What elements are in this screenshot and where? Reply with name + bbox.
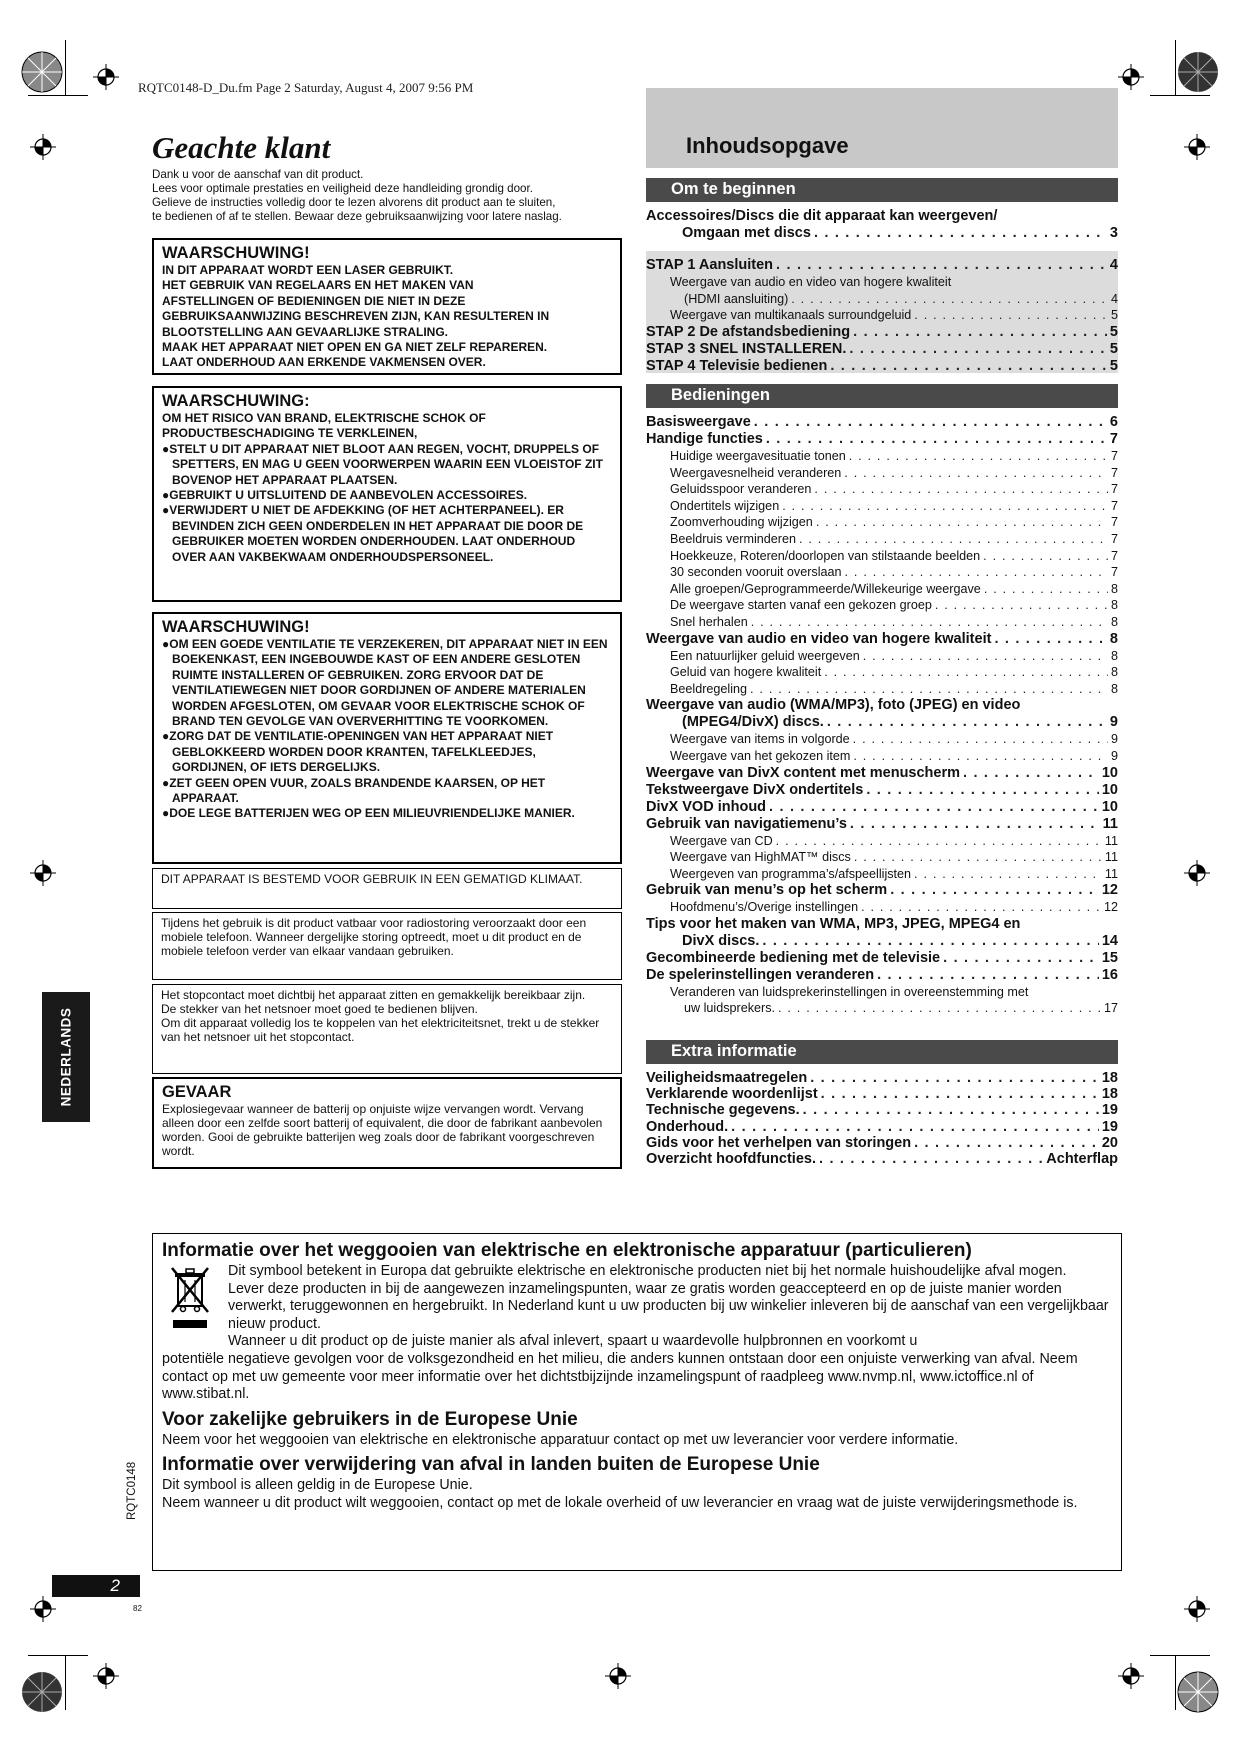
toc-entry[interactable]: Gecombineerde bediening met de televisie . . . 15 <box>646 950 1118 967</box>
intro-text: Dank u voor de aanschaf van dit product. Lees voor optimale prestaties en veiligheid deze handleiding grondig door. Gelieve de instructies volledig door te lezen alvorens dit product aan te sluiten, te bedienen of af te stellen. Bewaar deze gebruiksaanwijzing voor latere naslag. <box>152 168 562 223</box>
registration-mark-icon <box>1184 134 1210 160</box>
registration-mark-icon <box>1184 1596 1210 1622</box>
registration-mark-icon <box>1118 64 1144 90</box>
crossed-bin-icon <box>167 1266 213 1330</box>
toc-entry[interactable]: (MPEG4/DivX) discs. . . . 9 <box>646 714 1118 731</box>
intro-section <box>152 130 622 224</box>
toc-subentry[interactable]: Weergave van audio en video van hogere kwaliteit <box>670 275 952 289</box>
page-title: Geachte klant <box>152 130 331 165</box>
toc-subentry[interactable]: Ondertitels wijzigen . . . 7 <box>646 498 1118 515</box>
outside-eu-heading: Informatie over verwijdering van afval in landen buiten de Europese Unie <box>162 1454 820 1476</box>
fire-warning-box: WAARSCHUWING: OM HET RISICO VAN BRAND, ELEKTRISCHE SCHOK OF PRODUCTBESCHADIGING TE VERKLEINEN, ●STELT U DIT APPARAAT NIET BLOOT AAN REGEN, VOCHT, DRUPPELS OF SPETTERS, EN MAG U GEEN VOORWERPEN WAARIN EEN VLOEISTOF ZIT BOVENOP HET APPARAAT PLAATSEN. ●GEBRUIKT U UITSLUITEND DE AANBEVOLEN ACCESSOIRES. ●VERWIJDERT U NIET DE AFDEKKING (OF HET ACHTERPANEEL). ER BEVINDEN ZICH GEEN ONDERDELEN IN HET APPARAAT DIE DOOR DE GEBRUIKER MOETEN WORDEN ONDERHOUDEN. LAAT ONDERHOUD OVER AAN VAKBEKWAAM ONDERHOUDSPERSONEEL. <box>152 386 622 602</box>
laser-warning-box: WAARSCHUWING! IN DIT APPARAAT WORDT EEN LASER GEBRUIKT. HET GEBRUIK VAN REGELAARS EN HET MAKEN VAN AFSTELLINGEN OF BEDIENINGEN DIE NIET IN DEZE GEBRUIKSAANWIJZING BESCHREVEN ZIJN, KAN RESULTEREN IN BLOOTSTELLING AAN GEVAARLIJKE STRALING. MAAK HET APPARAAT NIET OPEN EN GA NIET ZELF REPAREREN. LAAT ONDERHOUD AAN ERKENDE VAKMENSEN OVER. <box>152 238 622 375</box>
toc-entry[interactable]: Technische gegevens. . . . 19 <box>646 1102 1118 1118</box>
toc-entry[interactable]: Accessoires/Discs die dit apparaat kan weergeven/ <box>646 208 998 224</box>
toc-entry[interactable]: STAP 2 De afstandsbediening . . . 5 <box>646 324 1118 341</box>
weee-heading: Informatie over het weggooien van elektrische en elektronische apparatuur (particulieren) <box>162 1240 972 1261</box>
toc-subentry[interactable]: Hoofdmenu’s/Overige instellingen . . . 12 <box>646 899 1118 916</box>
toc-subentry[interactable]: Weergave van HighMAT™ discs . . . 11 <box>646 849 1118 866</box>
toc-entry[interactable]: Onderhoud. . . . 19 <box>646 1119 1118 1135</box>
toc-begin-list <box>646 208 1118 375</box>
toc-subentry[interactable]: uw luidsprekers. . . . 17 <box>646 1000 1118 1017</box>
toc-entry[interactable]: STAP 4 Televisie bedienen . . . 5 <box>646 358 1118 375</box>
color-rosette-icon <box>20 1670 64 1714</box>
toc-subentry[interactable]: Geluidsspoor veranderen . . . 7 <box>646 481 1118 498</box>
toc-entry[interactable]: Weergave van audio en video van hogere kwaliteit . . . 8 <box>646 631 1118 648</box>
toc-entry[interactable]: Tekstweergave DivX ondertitels . . . 10 <box>646 782 1118 799</box>
toc-subentry[interactable]: De weergave starten vanaf een gekozen groep . . . 8 <box>646 597 1118 614</box>
registration-mark-icon <box>1184 860 1210 886</box>
ventilation-warning-box: WAARSCHUWING! ●OM EEN GOEDE VENTILATIE TE VERZEKEREN, DIT APPARAAT NIET IN EEN BOEKENKAST, EEN INGEBOUWDE KAST OF EEN ANDERE GESLOTEN RUIMTE INSTALLEREN OF GEBRUIKEN. ZORG ERVOOR DAT DE VENTILATIEWEGEN NIET DOOR GORDIJNEN OF ANDERE MATERIALEN WORDEN AFGESLOTEN, OM GEVAAR VOOR ELEKTRISCHE SCHOK OF BRAND TEN GEVOLGE VAN OVERVERHITTING TE VOORKOMEN. ●ZORG DAT DE VENTILATIE-OPENINGEN VAN HET APPARAAT NIET GEBLOKKEERD WORDEN DOOR KRANTEN, TAFELKLEEDJES, GORDIJNEN, OF IETS DERGELIJKS. ●ZET GEEN OPEN VUUR, ZOALS BRANDENDE KAARSEN, OP HET APPARAAT. ●DOE LEGE BATTERIJEN WEG OP EEN MILIEUVRIENDELIJKE MANIER. <box>152 612 622 864</box>
toc-subentry[interactable]: Geluid van hogere kwaliteit . . . 8 <box>646 664 1118 681</box>
toc-subentry[interactable]: Beeldruis verminderen . . . 7 <box>646 531 1118 548</box>
toc-subentry[interactable]: Weergavesnelheid veranderen . . . 7 <box>646 465 1118 482</box>
toc-entry[interactable]: Tips voor het maken van WMA, MP3, JPEG, MPEG4 en <box>646 915 1021 932</box>
toc-subentry[interactable]: Een natuurlijker geluid weergeven . . . 8 <box>646 648 1118 665</box>
toc-subentry[interactable]: Weergave van items in volgorde . . . 9 <box>646 731 1118 748</box>
danger-box: GEVAAR Explosiegevaar wanneer de batterij op onjuiste wijze vervangen wordt. Vervang alleen door een zelfde soort batterij of equivalent, die door de fabrikant aanbevolen worden. Gooi de gebruikte batterijen weg zoals door de fabrikant voorgeschreven wordt. <box>152 1077 622 1169</box>
registration-mark-icon <box>30 1596 56 1622</box>
section-bar-extra: Extra informatie <box>646 1040 1118 1064</box>
toc-title: Inhoudsopgave <box>686 133 849 158</box>
toc-subentry[interactable]: 30 seconden vooruit overslaan . . . 7 <box>646 564 1118 581</box>
toc-entry[interactable]: STAP 1 Aansluiten . . . 4 <box>646 257 1118 274</box>
toc-entry[interactable]: Gebruik van navigatiemenu’s . . . 11 <box>646 816 1118 833</box>
toc-entry[interactable]: Weergave van DivX content met menuscherm . . . 10 <box>646 765 1118 782</box>
section-bar-begin: Om te beginnen <box>646 178 1118 202</box>
toc-subentry[interactable]: Huidige weergavesituatie tonen . . . 7 <box>646 448 1118 465</box>
toc-entry[interactable]: De spelerinstellingen veranderen . . . 16 <box>646 967 1118 984</box>
color-rosette-icon <box>1176 1670 1220 1714</box>
toc-subentry[interactable]: Alle groepen/Geprogrammeerde/Willekeurige weergave . . . 8 <box>646 581 1118 598</box>
toc-entry[interactable]: Weergave van audio (WMA/MP3), foto (JPEG) en video <box>646 697 1021 714</box>
registration-mark-icon <box>93 1663 119 1689</box>
warning-title: WAARSCHUWING! <box>162 244 310 262</box>
toc-subentry[interactable]: (HDMI aansluiting) . . . 4 <box>646 291 1118 308</box>
radio-notice-box: Tijdens het gebruik is dit product vatbaar voor radiostoring veroorzaakt door een mobiele telefoon. Wanneer dergelijke storing optreedt, moet u dit product en de mobiele telefoon verder van elkaar vandaan gebruiken. <box>152 912 622 980</box>
page-number: 2 <box>52 1575 140 1597</box>
toc-extra-list <box>646 1070 1118 1167</box>
registration-mark-icon <box>93 64 119 90</box>
business-heading: Voor zakelijke gebruikers in de Europese Unie <box>162 1408 578 1430</box>
color-rosette-icon <box>1176 50 1220 94</box>
toc-entry[interactable]: Verklarende woordenlijst . . . 18 <box>646 1086 1118 1102</box>
weee-info-box: Informatie over het weggooien van elektrische en elektronische apparatuur (particulieren) Dit symbool betekent in Europa dat gebruikte elektrische en elektronische producten niet bij het normale huishoudelijke afval mogen. Lever deze producten in bij de aangewezen inzamelingspunten, waar ze gratis worden geaccepteerd en op de juiste manier worden verwerkt, teruggewonnen en hergebruikt. In Nederland kunt u uw producten bij uw winkelier inleveren bij de aanschaf van een vergelijkbaar nieuw product. Wanneer u dit product op de juiste manier als afval inlevert, spaart u waardevolle hulpbronnen en voorkomt u potentiële negatieve gevolgen voor de volksgezondheid en het milieu, die anders kunnen ontstaan door een onjuiste verwerking van afval. Neem contact op met uw gemeente voor meer informatie over het dichtstbijzijnde inzamelingspunt of raadpleeg www.nvmp.nl, www.ictoffice.nl of www.stibat.nl. Voor zakelijke gebruikers in de Europese Unie Neem voor het weggooien van elektrische en elektronische apparatuur contact op met uw leverancier voor verdere informatie. Informatie over verwijdering van afval in landen buiten de Europese Unie Dit symbool is alleen geldig in de Europese Unie. Neem wanneer u dit product wilt weggooien, contact op met de lokale overheid of uw leverancier en vraag wat de juiste verwijderingsmethode is. <box>152 1233 1122 1571</box>
toc-subentry[interactable]: Hoekkeuze, Roteren/doorlopen van stilstaande beelden . . . 7 <box>646 548 1118 565</box>
toc-entry[interactable]: DivX discs. . . . 14 <box>646 933 1118 950</box>
toc-entry[interactable]: Handige functies . . . 7 <box>646 431 1118 448</box>
toc-entry[interactable]: Overzicht hoofdfuncties. . . . Achterflap <box>646 1151 1118 1167</box>
toc-entry[interactable]: Veiligheidsmaatregelen . . . 18 <box>646 1070 1118 1086</box>
section-bar-bedieningen: Bedieningen <box>646 384 1118 408</box>
file-info-line: RQTC0148-D_Du.fm Page 2 Saturday, August 4, 2007 9:56 PM <box>138 80 474 95</box>
registration-mark-icon <box>30 860 56 886</box>
warning-title: WAARSCHUWING! <box>162 618 310 636</box>
document-code: RQTC0148 <box>126 1461 138 1520</box>
toc-subentry[interactable]: Weergave van multikanaals surroundgeluid . . . 5 <box>646 307 1118 324</box>
language-tab: NEDERLANDS <box>42 992 90 1122</box>
sheet-number: 82 <box>133 1604 142 1613</box>
toc-subentry[interactable]: Weergave van CD . . . 11 <box>646 833 1118 850</box>
toc-entry[interactable]: Gebruik van menu’s op het scherm . . . 12 <box>646 882 1118 899</box>
registration-mark-icon <box>1118 1663 1144 1689</box>
climate-notice-box: DIT APPARAAT IS BESTEMD VOOR GEBRUIK IN EEN GEMATIGD KLIMAAT. <box>152 868 622 909</box>
outlet-notice-box: Het stopcontact moet dichtbij het apparaat zitten en gemakkelijk bereikbaar zijn. De stekker van het netsnoer moet goed te bedienen blijven. Om dit apparaat volledig los te koppelen van het elektriciteitsnet, trekt u de stekker van het netsnoer uit het stopcontact. <box>152 984 622 1074</box>
color-rosette-icon <box>20 50 64 94</box>
toc-subentry[interactable]: Weergeven van programma’s/afspeellijsten . . . 11 <box>646 866 1118 883</box>
toc-bedieningen-list <box>646 414 1118 1017</box>
toc-entry[interactable]: Basisweergave . . . 6 <box>646 414 1118 431</box>
toc-entry[interactable]: DivX VOD inhoud . . . 10 <box>646 799 1118 816</box>
toc-entry[interactable]: Gids voor het verhelpen van storingen . . . 20 <box>646 1135 1118 1151</box>
registration-mark-icon <box>605 1663 631 1689</box>
warning-title: WAARSCHUWING: <box>162 392 310 410</box>
toc-subentry[interactable]: Snel herhalen . . . 8 <box>646 614 1118 631</box>
toc-subentry[interactable]: Beeldregeling . . . 8 <box>646 681 1118 698</box>
toc-subentry[interactable]: Zoomverhouding wijzigen . . . 7 <box>646 514 1118 531</box>
toc-entry[interactable]: Omgaan met discs . . . 3 <box>646 225 1118 242</box>
danger-title: GEVAAR <box>162 1083 232 1101</box>
toc-subentry[interactable]: Veranderen van luidsprekerinstellingen in overeenstemming met <box>670 984 1029 999</box>
toc-entry[interactable]: STAP 3 SNEL INSTALLEREN. . . . 5 <box>646 341 1118 358</box>
toc-subentry[interactable]: Weergave van het gekozen item . . . 9 <box>646 748 1118 765</box>
registration-mark-icon <box>30 134 56 160</box>
